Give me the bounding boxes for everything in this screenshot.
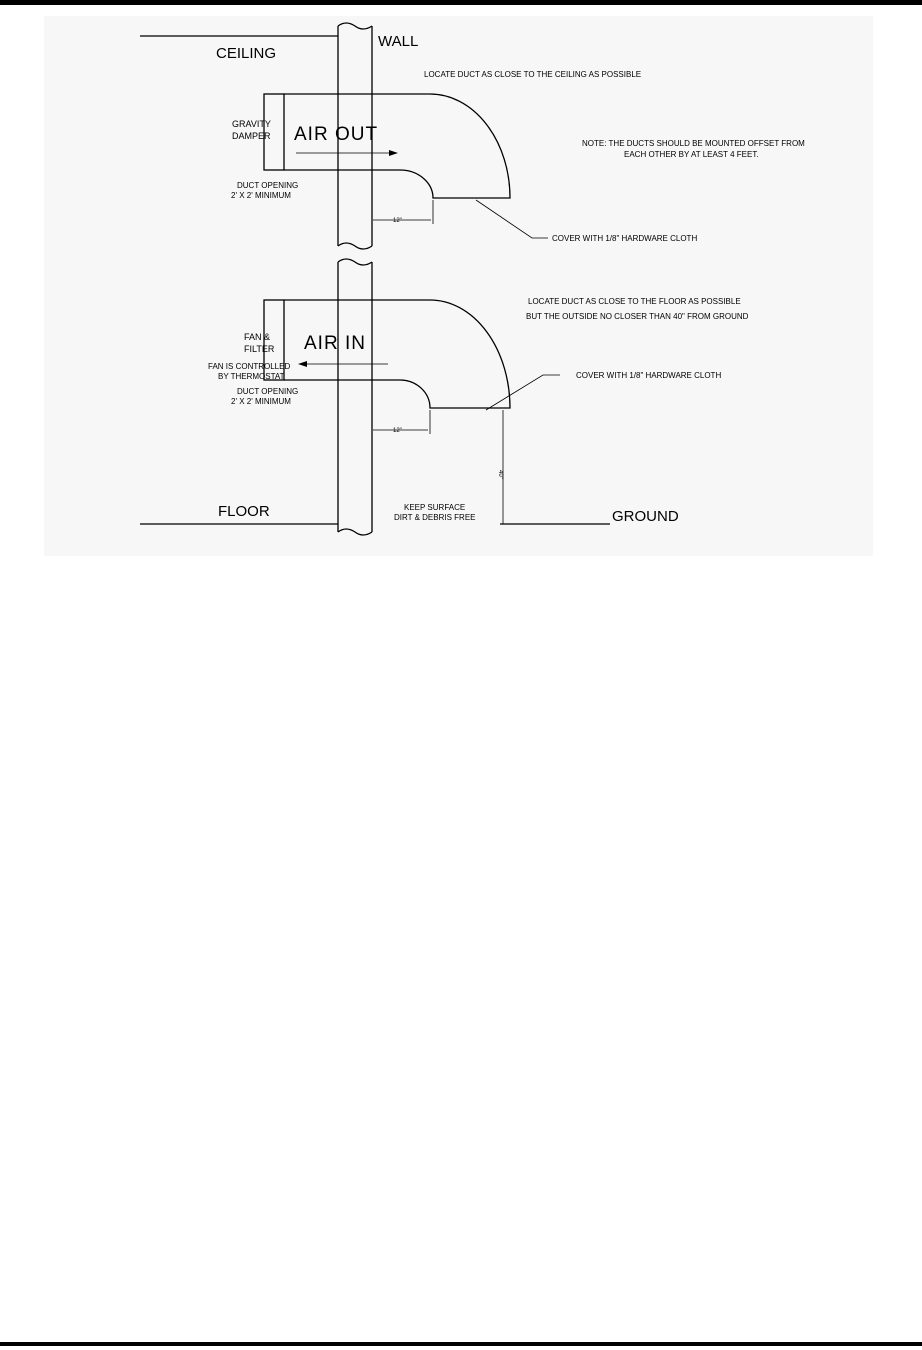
dim-12-bottom: 12" [393,428,402,434]
wall-break-2 [338,259,372,265]
ceiling-label: CEILING [216,45,277,62]
duct-opening-bottom-2: 2' X 2' MINIMUM [231,397,291,406]
keep-surface-1: KEEP SURFACE [404,503,466,512]
cover-top-leader [476,200,548,238]
duct-opening-top-1: DUCT OPENING [237,181,299,190]
locate-floor-note-1: LOCATE DUCT AS CLOSE TO THE FLOOR AS POSSIBLE [528,297,741,306]
wall-break-top [338,23,372,29]
wall-break-1 [338,243,372,249]
gravity-damper-label-1: GRAVITY [232,119,271,129]
air-in-arrowhead [298,361,307,367]
locate-floor-note-2: BUT THE OUTSIDE NO CLOSER THAN 40" FROM GROUND [526,312,749,321]
wall-break-bottom [338,529,372,535]
ground-label: GROUND [612,508,679,525]
wall-label: WALL [378,33,419,50]
wall-lower [338,262,372,532]
air-out-label: AIR OUT [294,124,379,145]
dim-40: 40" [497,470,503,479]
locate-ceiling-note: LOCATE DUCT AS CLOSE TO THE CEILING AS POSSIBLE [424,70,642,79]
offset-note-1: NOTE: THE DUCTS SHOULD BE MOUNTED OFFSET FROM [582,139,805,148]
keep-surface-2: DIRT & DEBRIS FREE [394,513,476,522]
air-in-label: AIR IN [304,333,366,354]
gravity-damper-label-2: DAMPER [232,131,271,141]
fan-filter-label-2: FILTER [244,344,275,354]
floor-label: FLOOR [218,503,270,520]
cover-top-label: COVER WITH 1/8" HARDWARE CLOTH [552,234,698,243]
thermostat-label-2: BY THERMOSTAT [218,372,285,381]
fan-filter-label-1: FAN & [244,332,271,342]
lower-duct [284,300,510,408]
dim-12-top: 12" [393,218,402,224]
offset-note-2: EACH OTHER BY AT LEAST 4 FEET. [624,150,759,159]
duct-opening-top-2: 2' X 2' MINIMUM [231,191,291,200]
upper-duct [284,94,510,198]
cover-bottom-label: COVER WITH 1/8" HARDWARE CLOTH [576,371,722,380]
bottom-rule [0,1342,922,1346]
cover-bottom-leader [486,375,560,410]
air-out-arrowhead [389,150,398,156]
thermostat-label-1: FAN IS CONTROLLED [208,362,291,371]
duct-opening-bottom-1: DUCT OPENING [237,387,299,396]
